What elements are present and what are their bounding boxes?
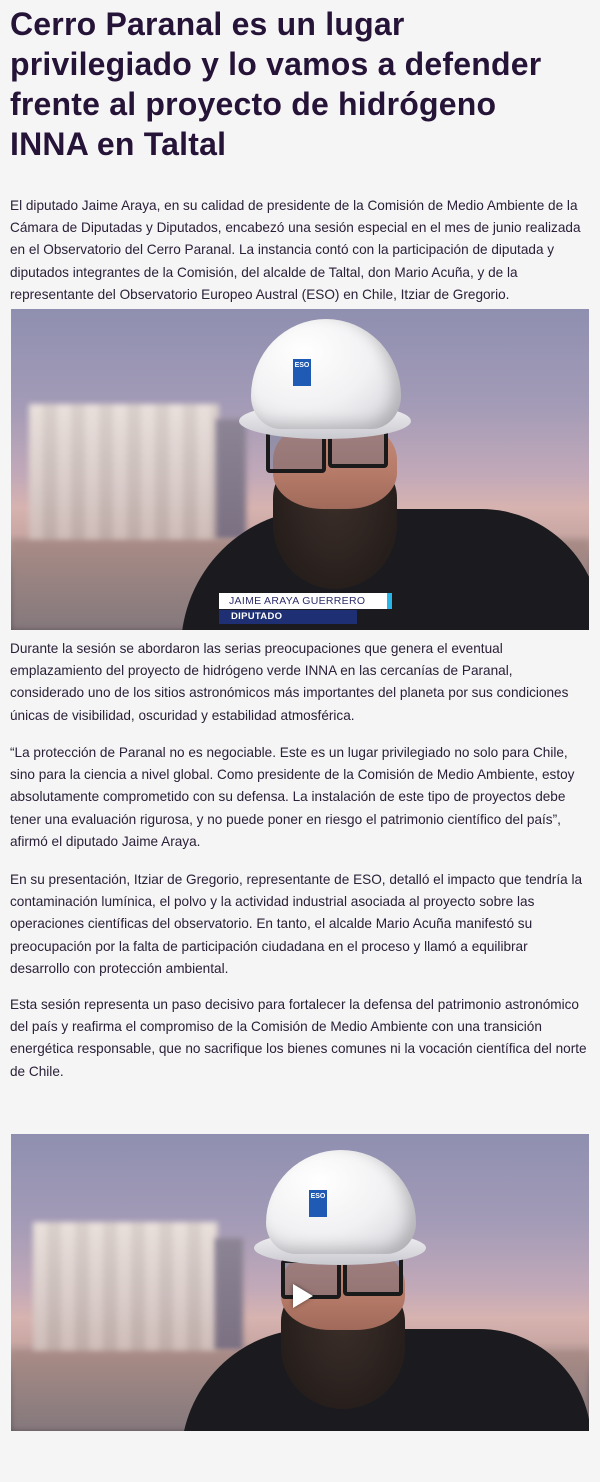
eso-logo: ESO	[293, 359, 311, 386]
video-thumbnail	[11, 1134, 589, 1431]
article-paragraph-5: Esta sesión representa un paso decisivo para fortalecer la defensa del patrimonio astronómico del país y reafirma el compromiso de la Comisión de Medio Ambiente con una transición energética responsable, que no sacrifique los bienes comunes ni la vocación científica del norte de Chile.	[10, 997, 587, 1079]
lower-third-role: DIPUTADO	[219, 610, 357, 624]
article-photo	[11, 309, 589, 630]
article-paragraph-1: El diputado Jaime Araya, en su calidad de presidente de la Comisión de Medio Ambiente de la Cámara de Diputadas y Diputados, encabezó una sesión especial en el mes de junio realizada en el Observatorio del Cerro Paranal. La instancia contó con la participación de diputada y diputados integrantes de la Comisión, del alcalde de Taltal, don Mario Acuña, y de la representante del Observatorio Europeo Austral (ESO) en Chile, Itziar de Gregorio.	[10, 198, 581, 302]
play-icon[interactable]	[293, 1284, 313, 1308]
eso-logo: ESO	[309, 1190, 327, 1217]
article-title: Cerro Paranal es un lugar privilegiado y lo vamos a defender frente al proyecto de hidrógeno INNA en Taltal	[10, 6, 542, 162]
article-paragraph-2: Durante la sesión se abordaron las serias preocupaciones que genera el eventual emplazamiento del proyecto de hidrógeno verde INNA en las cercanías de Paranal, considerado uno de los sitios astronómicos más importantes del planeta por sus condiciones únicas de visibilidad, oscuridad y estabilidad atmosférica.	[10, 641, 569, 723]
article-quote-paragraph: “La protección de Paranal no es negociable. Este es un lugar privilegiado no solo para Chile, sino para la ciencia a nivel global. Como presidente de la Comisión de Medio Ambiente, estoy absolutamente comprometido con su defensa. La instalación de este tipo de proyectos debe tener una evaluación rigurosa, y no puede poner en riesgo el patrimonio científico del país”, afirmó el diputado Jaime Araya.	[10, 745, 575, 849]
lower-third-name: JAIME ARAYA GUERRERO	[219, 593, 392, 609]
video-player[interactable]	[11, 1134, 589, 1431]
photo-scene	[11, 309, 589, 630]
article-paragraph-4: En su presentación, Itziar de Gregorio, representante de ESO, detalló el impacto que tendría la contaminación lumínica, el polvo y la actividad industrial asociada al proyecto sobre las operaciones científicas del observatorio. En tanto, el alcalde Mario Acuña manifestó su preocupación por la falta de participación ciudadana en el proceso y llamó a equilibrar desarrollo con protección ambiental.	[10, 872, 583, 976]
